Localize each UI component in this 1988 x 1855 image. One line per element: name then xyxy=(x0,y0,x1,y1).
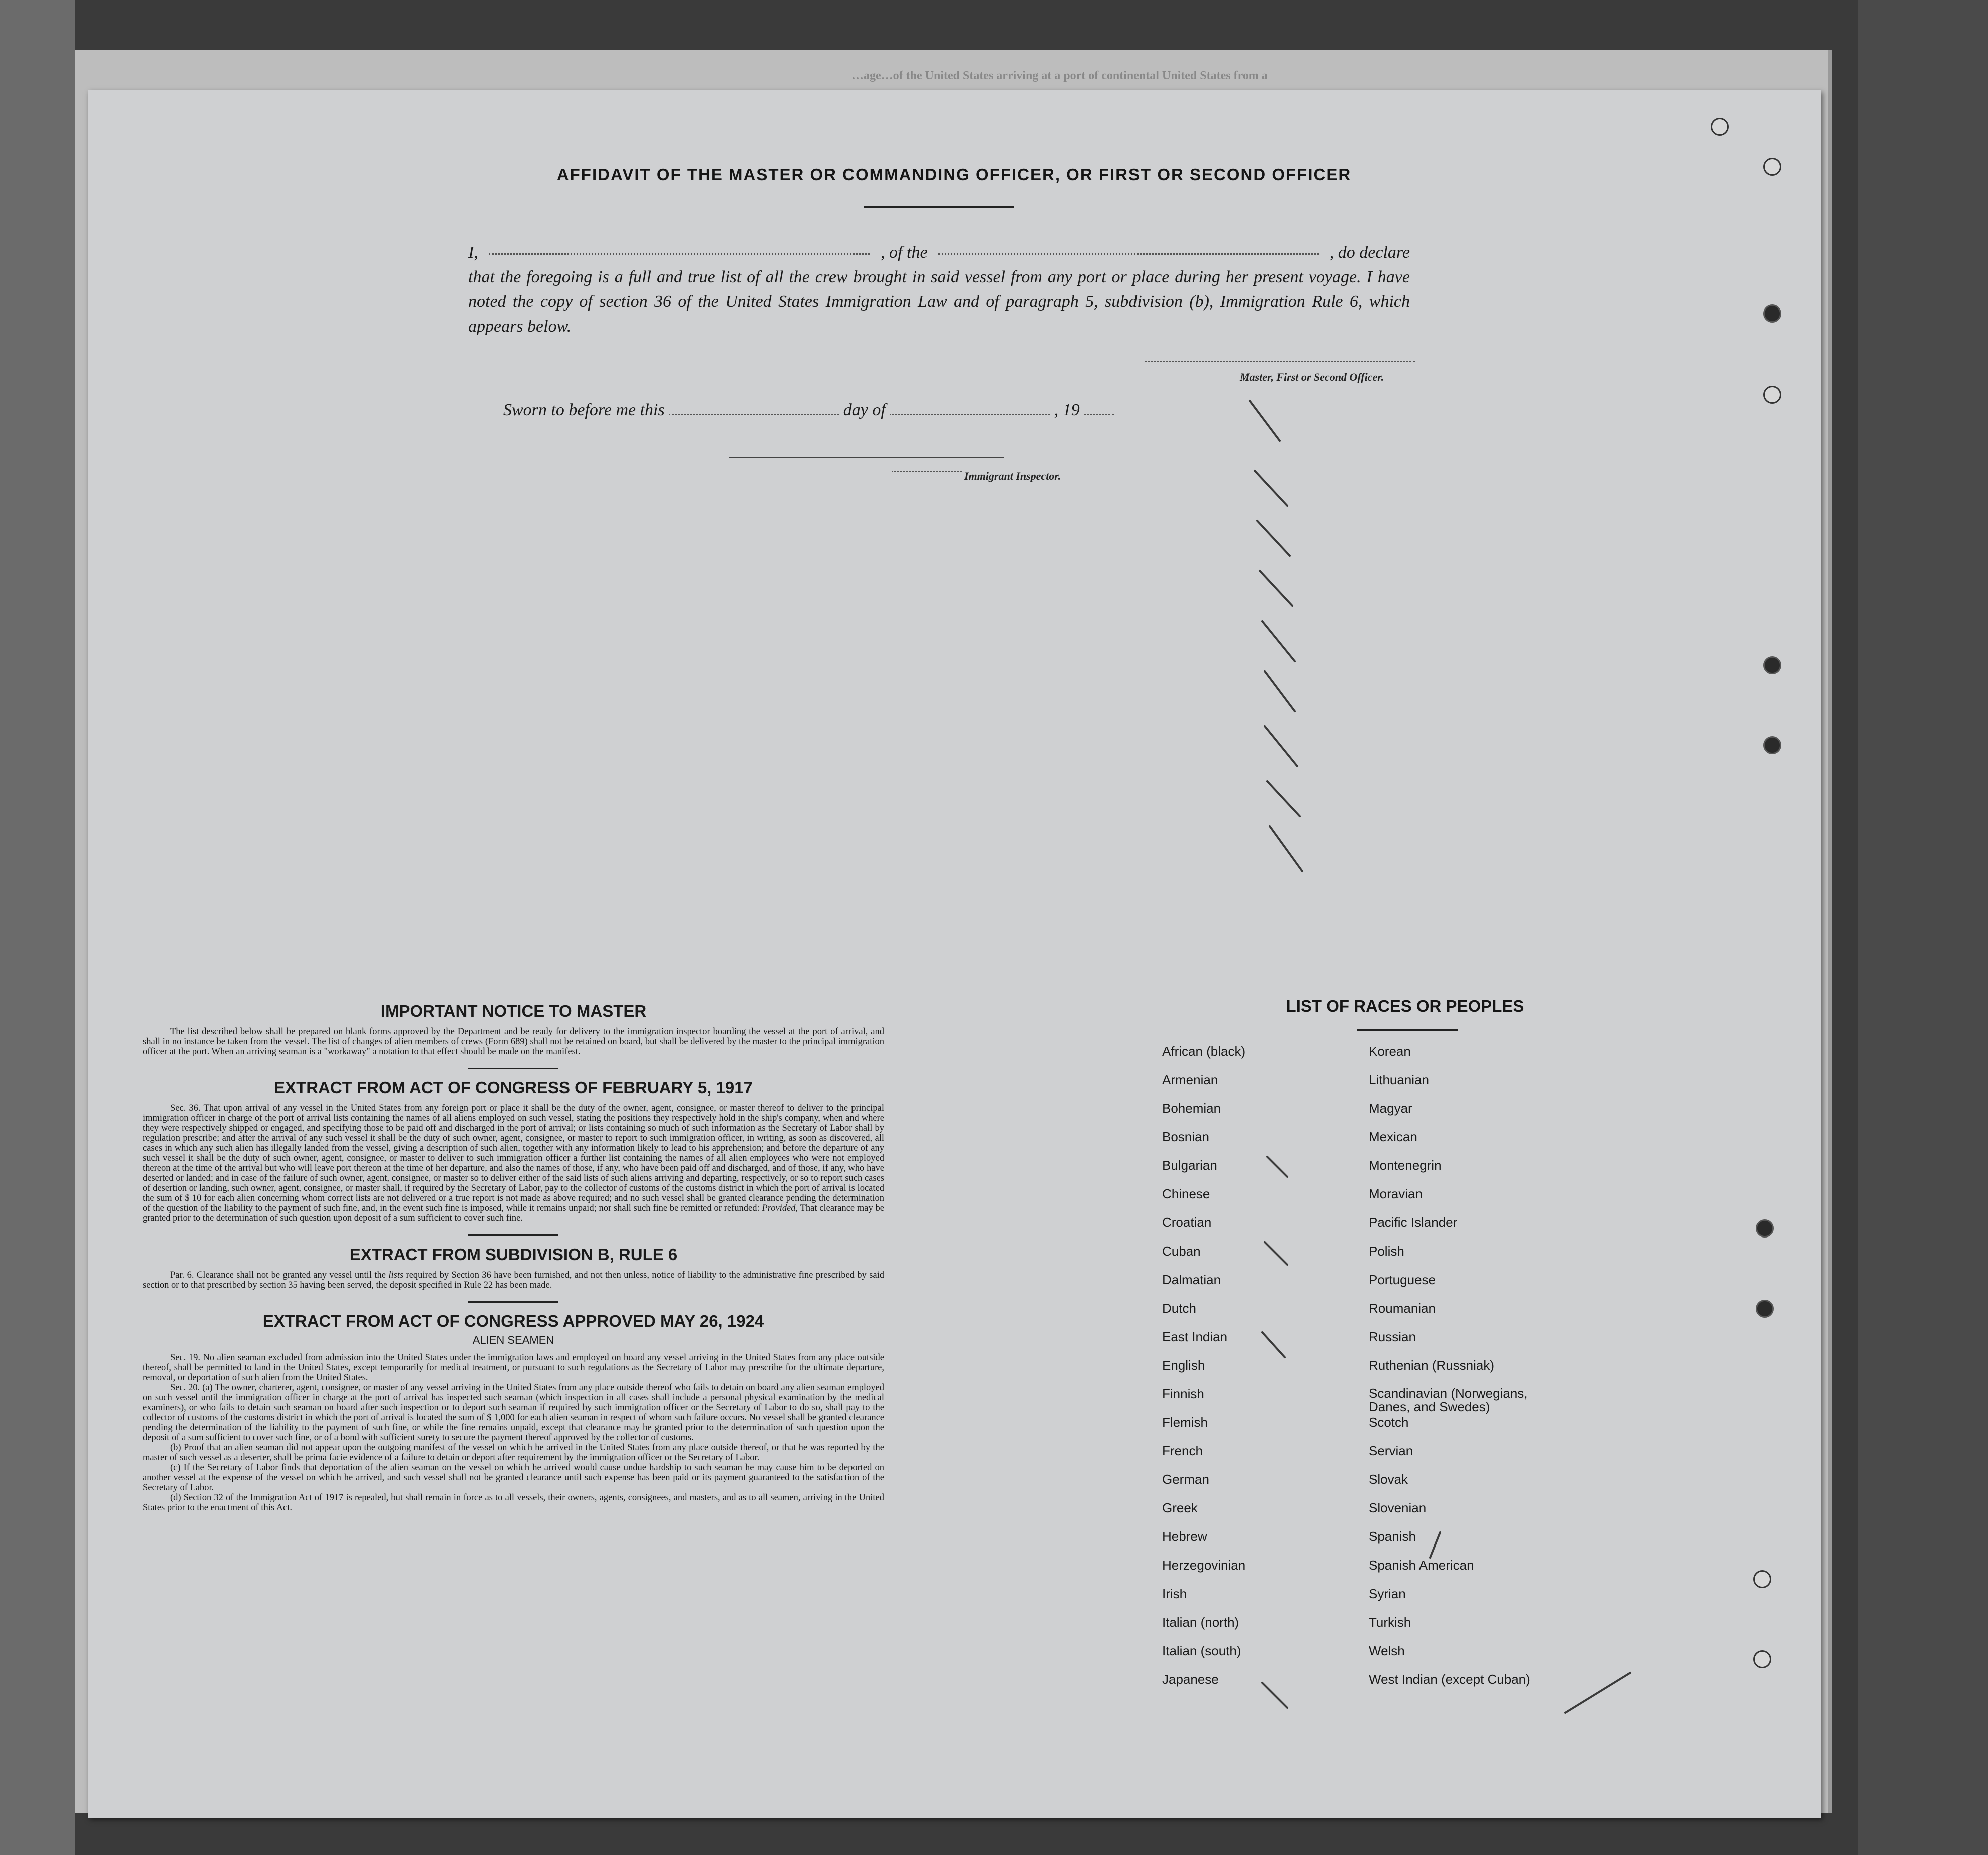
race-item: Lithuanian xyxy=(1369,1072,1429,1087)
master-signature-line xyxy=(1145,361,1415,362)
race-item: Montenegrin xyxy=(1369,1158,1442,1173)
notice-column xyxy=(143,1002,884,1513)
notice-text: The list described below shall be prepared on blank forms approved by the Department and be ready for delivery to the immigration inspector boarding the vessel at the port of arrival, and shall in no instance be taken from the vessel. The list of changes of alien members of crews (Form 689) shall not be retained on board, but shall be delivered by the master to the principal immigration officer at the port. When an arriving seaman is a "workaway" a notation to that effect should be made on the manifest. xyxy=(143,1027,884,1057)
affidavit-title-rule xyxy=(864,206,1014,208)
race-item: Moravian xyxy=(1369,1186,1423,1201)
race-item: Spanish xyxy=(1369,1529,1416,1544)
scan-background-left xyxy=(0,0,75,1855)
section-rule xyxy=(468,1234,558,1236)
section-rule xyxy=(468,1068,558,1069)
race-item: Slovak xyxy=(1369,1472,1408,1487)
race-item: Magyar xyxy=(1369,1101,1412,1116)
sworn-line xyxy=(503,401,1205,420)
race-item: Ruthenian (Russniak) xyxy=(1369,1358,1495,1373)
binder-hole xyxy=(1711,118,1729,136)
race-item: Slovenian xyxy=(1369,1500,1427,1515)
race-item: Dutch xyxy=(1162,1301,1196,1316)
declarant-label: I, xyxy=(468,243,478,262)
affidavit-declaration xyxy=(468,240,1410,339)
binder-hole xyxy=(1756,1300,1774,1318)
extract-1917-heading: EXTRACT FROM ACT OF CONGRESS OF FEBRUARY 5, 1917 xyxy=(274,1078,753,1097)
races-right-column xyxy=(1369,1044,1559,1701)
vessel-label: , of the xyxy=(881,243,928,262)
race-item: Bohemian xyxy=(1162,1101,1221,1116)
section-rule xyxy=(468,1301,558,1303)
inspector-caption: Immigrant Inspector. xyxy=(964,470,1061,482)
binder-hole xyxy=(1763,304,1781,323)
binder-hole xyxy=(1763,736,1781,754)
master-signature-caption: Master, First or Second Officer. xyxy=(1240,371,1384,383)
race-item: Italian (north) xyxy=(1162,1615,1239,1630)
race-item: Spanish American xyxy=(1369,1558,1474,1573)
extract-1924-subheading: ALIEN SEAMEN xyxy=(472,1334,554,1346)
extract-1924-paragraph: Sec. 19. No alien seaman excluded from admission into the United States under the immigration laws and employed on board any vessel arriving in the United States from any place outside thereof, shall be permitted to land in the United States, except temporarily for medical treatment, or pursuant to such regulations as the Secretary of Labor may prescribe for the ultimate departure, removal, or deportation of such alien from the United States. xyxy=(143,1353,884,1383)
sworn-month-blank xyxy=(890,401,1050,415)
binder-hole xyxy=(1753,1570,1771,1588)
race-item: Finnish xyxy=(1162,1386,1204,1401)
race-item: Chinese xyxy=(1162,1186,1210,1201)
race-item: French xyxy=(1162,1443,1203,1458)
race-item: Italian (south) xyxy=(1162,1643,1241,1658)
race-item: Korean xyxy=(1369,1044,1411,1059)
extract-1924-text xyxy=(143,1353,884,1513)
pencil-tick-marks xyxy=(88,90,1821,1818)
declarant-name-blank xyxy=(489,240,870,255)
race-item: Portuguese xyxy=(1369,1272,1436,1287)
vessel-name-blank xyxy=(938,240,1319,255)
extract-1924-paragraph: Sec. 20. (a) The owner, charterer, agent, consignee, or master of any vessel arriving in the United States from any place outside thereof who fails to detain on board any alien seaman employed on such vessel until the immigration officer in charge at the port of arrival has inspected such seaman (which inspection in all cases shall include a personal physical examination by the medical examiners), or who fails to detain such seaman on board after such inspection or to deport such seaman if required by such immigration officer or the Secretary of Labor to do so, shall pay to the collector of customs of the customs district in which the port of arrival is located the sum of $ 1,000 for each alien seaman in respect of whom such failure occurs. No vessel shall be granted clearance pending the determination of the liability to the payment of such fine, or while the fine remains unpaid, except that clearance may be granted prior to the determination of such question upon the deposit of a sum sufficient to cover such fine, or of a bond with sufficient surety to secure the payment thereof approved by the collector of customs. xyxy=(143,1383,884,1443)
race-item: Syrian xyxy=(1369,1586,1406,1601)
binder-hole xyxy=(1763,386,1781,404)
affidavit-title: AFFIDAVIT OF THE MASTER OR COMMANDING OFFICER, OR FIRST OR SECOND OFFICER xyxy=(556,165,1352,184)
sworn-day-of-label: day of xyxy=(843,401,886,419)
scan-background-right xyxy=(1858,0,1988,1855)
race-item: Pacific Islander xyxy=(1369,1215,1458,1230)
race-item: African (black) xyxy=(1162,1044,1246,1059)
extract-rule6-text: Par. 6. Clearance shall not be granted any vessel until the lists required by Section 36 have been furnished, and not then unless, notice of liability to the administrative fine prescribed by said section or to that prescribed by section 35 having been served, the deposit specified in Rule 22 has been made. xyxy=(143,1270,885,1290)
race-item: Croatian xyxy=(1162,1215,1212,1230)
race-item: Scandinavian (Norwegians, Danes, and Swedes) xyxy=(1369,1386,1528,1414)
sworn-year-label: , 19 xyxy=(1054,401,1080,419)
sworn-label: Sworn to before me this xyxy=(503,401,665,419)
sworn-day-blank xyxy=(669,401,839,415)
race-item: Roumanian xyxy=(1369,1301,1436,1316)
inspector-signature-line xyxy=(729,457,1004,458)
race-item: Russian xyxy=(1369,1329,1416,1344)
races-title-rule xyxy=(1357,1029,1458,1031)
declare-label: , do declare xyxy=(1329,243,1410,262)
race-item: English xyxy=(1162,1358,1205,1373)
race-item: Turkish xyxy=(1369,1615,1411,1630)
race-item: Irish xyxy=(1162,1586,1187,1601)
races-left-column xyxy=(1162,1044,1245,1701)
extract-1924-paragraph: (c) If the Secretary of Labor finds that deportation of the alien seaman on the vessel on which he arrived would cause undue hardship to such seaman he may cause him to be deported on another vessel at the expense of the vessel on which he arrived, and such vessel shall not be granted clearance until such expense has been paid or its payment guaranteed to the satisfaction of the Secretary of Labor. xyxy=(143,1463,884,1493)
declaration-text: that the foregoing is a full and true list of all the crew brought in said vessel from any port or place during her present voyage. I have noted the copy of section 36 of the United States Immigration Law and of paragraph 5, subdivision (b), Immigration Rule 6, which appears below. xyxy=(468,268,1410,336)
extract-1924-heading: EXTRACT FROM ACT OF CONGRESS APPROVED MAY 26, 1924 xyxy=(262,1312,764,1330)
race-item: Polish xyxy=(1369,1244,1404,1259)
notice-heading: IMPORTANT NOTICE TO MASTER xyxy=(380,1002,647,1020)
affidavit-page xyxy=(88,90,1821,1818)
binder-hole xyxy=(1753,1650,1771,1668)
race-item: German xyxy=(1162,1472,1209,1487)
extract-rule6-heading: EXTRACT FROM SUBDIVISION B, RULE 6 xyxy=(349,1245,678,1264)
race-item: Armenian xyxy=(1162,1072,1218,1087)
race-item: Servian xyxy=(1369,1443,1413,1458)
race-item: Welsh xyxy=(1369,1643,1405,1658)
races-title: LIST OF RACES OR PEOPLES xyxy=(1286,997,1524,1015)
race-item: Herzegovinian xyxy=(1162,1558,1246,1573)
race-item: Mexican xyxy=(1369,1129,1417,1144)
race-item: West Indian (except Cuban) xyxy=(1369,1672,1530,1687)
race-item: Flemish xyxy=(1162,1415,1208,1430)
race-item: Hebrew xyxy=(1162,1529,1207,1544)
extract-1924-paragraph: (d) Section 32 of the Immigration Act of 1917 is repealed, but shall remain in force as to all vessels, their owners, agents, consignees, and masters, and as to all seamen, arriving in the United States prior to the enactment of this Act. xyxy=(143,1493,884,1513)
race-item: Cuban xyxy=(1162,1244,1201,1259)
sworn-year-blank xyxy=(1084,401,1114,415)
binder-hole xyxy=(1756,1219,1774,1238)
underlying-sheet-header: …age…of the United States arriving at a port of continental United States from a xyxy=(851,69,1268,82)
extract-1924-paragraph: (b) Proof that an alien seaman did not appear upon the outgoing manifest of the vessel on which he arrived in the United States from any place outside thereof, or that he was reported by the master of such vessel as a deserter, shall be prima facie evidence of a failure to detain or deport after requirement by the immigration officer or the Secretary of Labor. xyxy=(143,1443,884,1463)
extract-1917-text: Sec. 36. That upon arrival of any vessel in the United States from any foreign port or place it shall be the duty of the owner, agent, consignee, or master thereof to deliver to the principal immigration officer in charge of the port of arrival lists containing the names of all aliens employed on such vessel, stating the positions they respectively hold in the ship's company, when and where they were respectively shipped or engaged, and specifying those to be paid off and discharged in the port of arrival; or lists containing so much of such information as the Secretary of Labor shall by regulation prescribe; and after the arrival of any such vessel it shall be the duty of such owner, agent, consignee, or master to report to such immigration officer, in writing, as soon as discovered, all cases in which any such alien has illegally landed from the vessel, giving a description of such alien, together with any information likely to lead to his apprehension; and before the departure of any such vessel it shall be the duty of such owner, agent, consignee, or master to deliver to such immigration officer a further list containing the names of all alien employees who were not employed thereon at the time of the arrival but who will leave port thereon at the time of her departure, and also the names of those, if any, who have been paid off and discharged, and of those, if any, who have deserted or landed; and in case of the failure of such owner, agent, consignee, or master so to deliver either of the said lists of such aliens arriving and departing, respectively, or so to report such cases of desertion or landing, such owner, agent, consignee, or master shall, if required by the Secretary of Labor, pay to the collector of customs of the customs district in which the port of arrival is located the sum of $ 10 for each alien concerning whom correct lists are not delivered or a true report is not made as above required; and no such vessel shall be granted clearance pending the determination of the question of the liability to the payment of such fine, and, in the event such fine is imposed, while it remains unpaid; nor shall such fine be remitted or refunded: Provided, That clearance may be granted prior to the determination of such question upon deposit of a sum sufficient to cover such fine. xyxy=(143,1103,884,1223)
race-item: Bulgarian xyxy=(1162,1158,1217,1173)
race-item: Greek xyxy=(1162,1500,1198,1515)
race-item: Bosnian xyxy=(1162,1129,1209,1144)
race-item: Japanese xyxy=(1162,1672,1219,1687)
binder-hole xyxy=(1763,656,1781,674)
race-item: Dalmatian xyxy=(1162,1272,1221,1287)
race-item: Scotch xyxy=(1369,1415,1409,1430)
inspector-signature-dots xyxy=(892,471,962,472)
race-item: East Indian xyxy=(1162,1329,1228,1344)
